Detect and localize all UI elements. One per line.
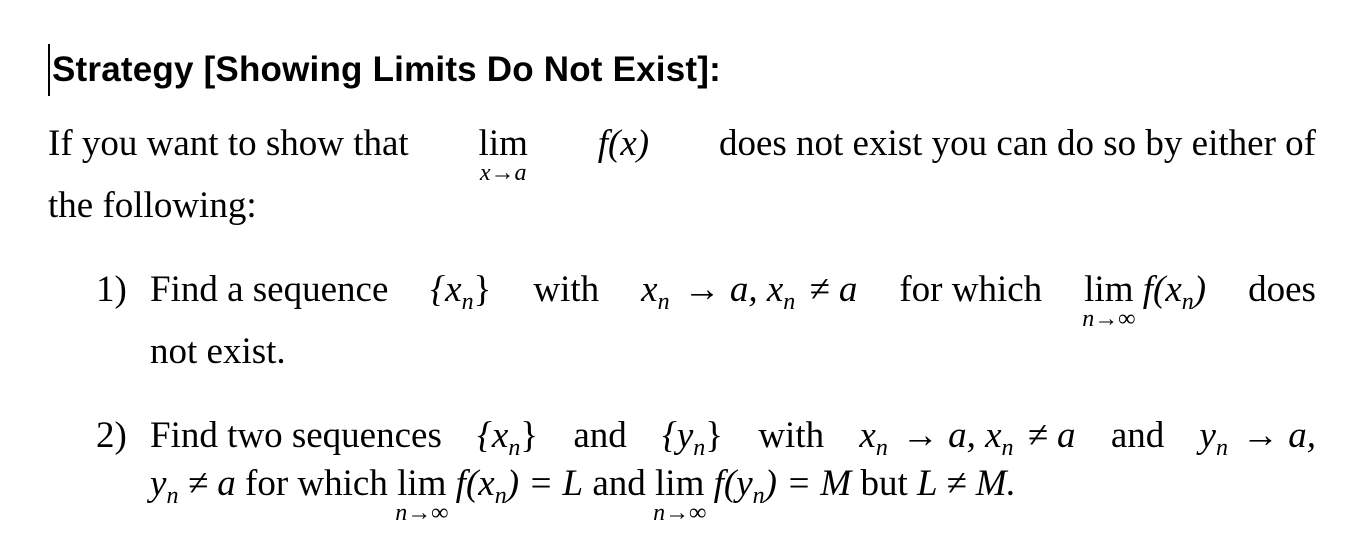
seq-open: {x <box>430 269 462 310</box>
intro-pre: If you want to show that <box>48 123 409 164</box>
cond-var: x <box>859 415 876 456</box>
item-1-limit-expr <box>1082 268 1207 332</box>
lim-operator: lim <box>397 463 447 504</box>
seq-close: } <box>520 415 539 456</box>
lim-subscript: n→∞ <box>653 500 707 526</box>
item-1-line-2: not exist. <box>150 331 286 372</box>
y-neq-a: ≠ a <box>187 463 236 504</box>
item-2-cond-2 <box>1199 414 1316 461</box>
lim-operator: lim <box>478 123 528 164</box>
lim-operator: lim <box>655 463 705 504</box>
item-2-for-which: for which <box>245 463 388 504</box>
expr-close: ) <box>1193 269 1207 310</box>
seq-open: {y <box>662 415 694 456</box>
cond-rest: → a, <box>1241 415 1316 456</box>
item-2-number: 2) <box>96 415 127 456</box>
cond-sub-2: n <box>1001 435 1014 461</box>
item-1-with: with <box>533 269 600 310</box>
seq-close: } <box>473 269 492 310</box>
cond-sub: n <box>875 435 888 461</box>
seq-sub: n <box>461 289 474 315</box>
item-2-limit-1 <box>395 462 449 526</box>
y-sub: n <box>166 483 179 509</box>
intro-expression: f(x) <box>597 123 650 164</box>
lim-operator: lim <box>1084 269 1134 310</box>
item-1-number: 1) <box>96 269 127 310</box>
item-2-and-3: and <box>592 463 646 504</box>
item-1-sequence <box>430 268 492 315</box>
seq-open: {x <box>477 415 509 456</box>
cond-rest: → a, x <box>683 269 784 310</box>
cond-var: x <box>641 269 658 310</box>
item-2-line-2 <box>150 462 1016 526</box>
intro-line-1 <box>48 122 1316 186</box>
item-2-and-2: and <box>1110 415 1165 456</box>
item-2-seq-1 <box>477 414 539 461</box>
item-2-but: but <box>860 463 908 504</box>
item-2-limit-2 <box>653 462 707 526</box>
y-var: y <box>150 463 167 504</box>
cond-var: y <box>1199 415 1216 456</box>
cond-rest: → a, x <box>901 415 1002 456</box>
item-2-final: L ≠ M. <box>917 463 1016 504</box>
item-2-and: and <box>573 415 627 456</box>
intro-limit <box>478 122 528 186</box>
item-1-does: does <box>1248 269 1316 310</box>
expr-1: f(x <box>455 463 495 504</box>
item-2-cond-1 <box>859 414 1076 461</box>
item-2-seq-2 <box>662 414 724 461</box>
item-2-line-1 <box>150 414 1316 461</box>
seq-sub: n <box>693 435 706 461</box>
seq-close: } <box>705 415 724 456</box>
cond-rest-2: ≠ a <box>1027 415 1076 456</box>
expr-sub: n <box>1181 289 1194 315</box>
expr-2: f(y <box>713 463 753 504</box>
seq-sub: n <box>508 435 521 461</box>
item-1-find: Find a sequence <box>150 269 389 310</box>
cond-sub-2: n <box>783 289 796 315</box>
intro-post: does not exist you can do so by either of <box>718 123 1316 164</box>
item-1-condition <box>641 268 858 315</box>
lim-subscript: x→a <box>479 160 527 186</box>
item-2-find: Find two sequences <box>150 415 442 456</box>
strategy-heading: Strategy [Showing Limits Do Not Exist]: <box>48 44 721 96</box>
expr-1-close: ) = L <box>506 463 584 504</box>
item-2-with: with <box>758 415 825 456</box>
intro-line-2: the following: <box>48 185 257 226</box>
expr-2-close: ) = M <box>764 463 852 504</box>
lim-subscript: n→∞ <box>1082 306 1136 332</box>
item-1-for-which: for which <box>899 269 1043 310</box>
lim-subscript: n→∞ <box>395 500 449 526</box>
expr: f(x <box>1142 269 1182 310</box>
item-1-line-1 <box>150 268 1316 332</box>
cond-sub: n <box>1215 435 1228 461</box>
cond-sub: n <box>657 289 670 315</box>
expr-2-sub: n <box>752 483 765 509</box>
expr-1-sub: n <box>494 483 507 509</box>
cond-rest-2: ≠ a <box>809 269 858 310</box>
